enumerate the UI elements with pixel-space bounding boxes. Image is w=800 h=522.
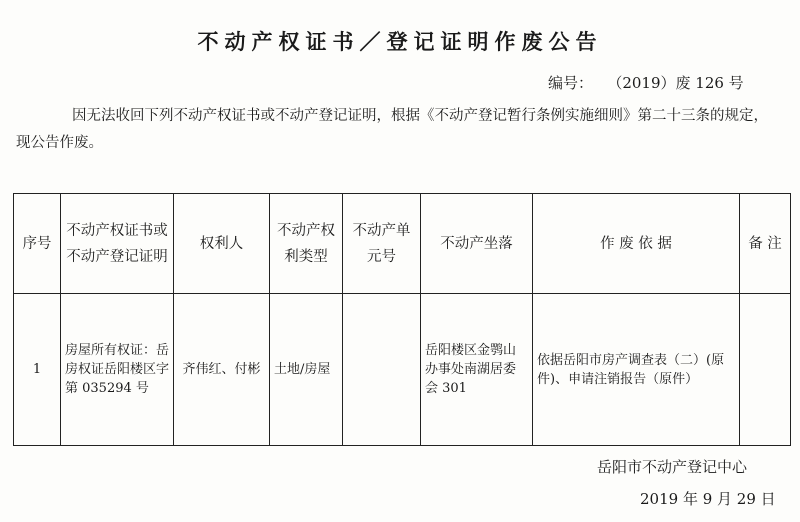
header-basis: 作 废 依 据 [533,194,740,294]
cell-certificate: 房屋所有权证：岳房权证岳阳楼区字第 035294 号 [61,294,174,446]
header-location: 不动产坐落 [421,194,533,294]
table-row [14,294,791,446]
header-right-type: 不动产权利类型 [270,194,343,294]
cell-unit-number [343,294,421,446]
document-number-label: 编号： [548,74,594,92]
issuing-organization: 岳阳市不动产登记中心 [597,458,748,476]
table-header-row [14,194,791,294]
cell-index: 1 [14,294,61,446]
certificate-table [13,193,791,446]
page-title: 不动产权证书／登记证明作废公告 [197,30,603,54]
document-number-value: （2019）废 126 号 [607,74,744,92]
cell-remark [740,294,791,446]
header-unit-number: 不动产单元号 [343,194,421,294]
header-certificate: 不动产权证书或不动产登记证明 [61,194,174,294]
header-index: 序号 [14,194,61,294]
header-holder: 权利人 [174,194,270,294]
header-remark: 备 注 [740,194,791,294]
cell-holder: 齐伟红、付彬 [174,294,270,446]
issue-date: 2019 年 9 月 29 日 [640,490,776,508]
cell-basis: 依据岳阳市房产调查表（二）(原件)、申请注销报告（原件） [533,294,740,446]
document-number [548,72,744,93]
cell-right-type: 土地/房屋 [270,294,343,446]
cell-location: 岳阳楼区金鹗山办事处南湖居委会 301 [421,294,533,446]
announcement-body: 因无法收回下列不动产权证书或不动产登记证明，根据《不动产登记暂行条例实施细则》第二十三条的规定，现公告作废。 [16,108,768,151]
